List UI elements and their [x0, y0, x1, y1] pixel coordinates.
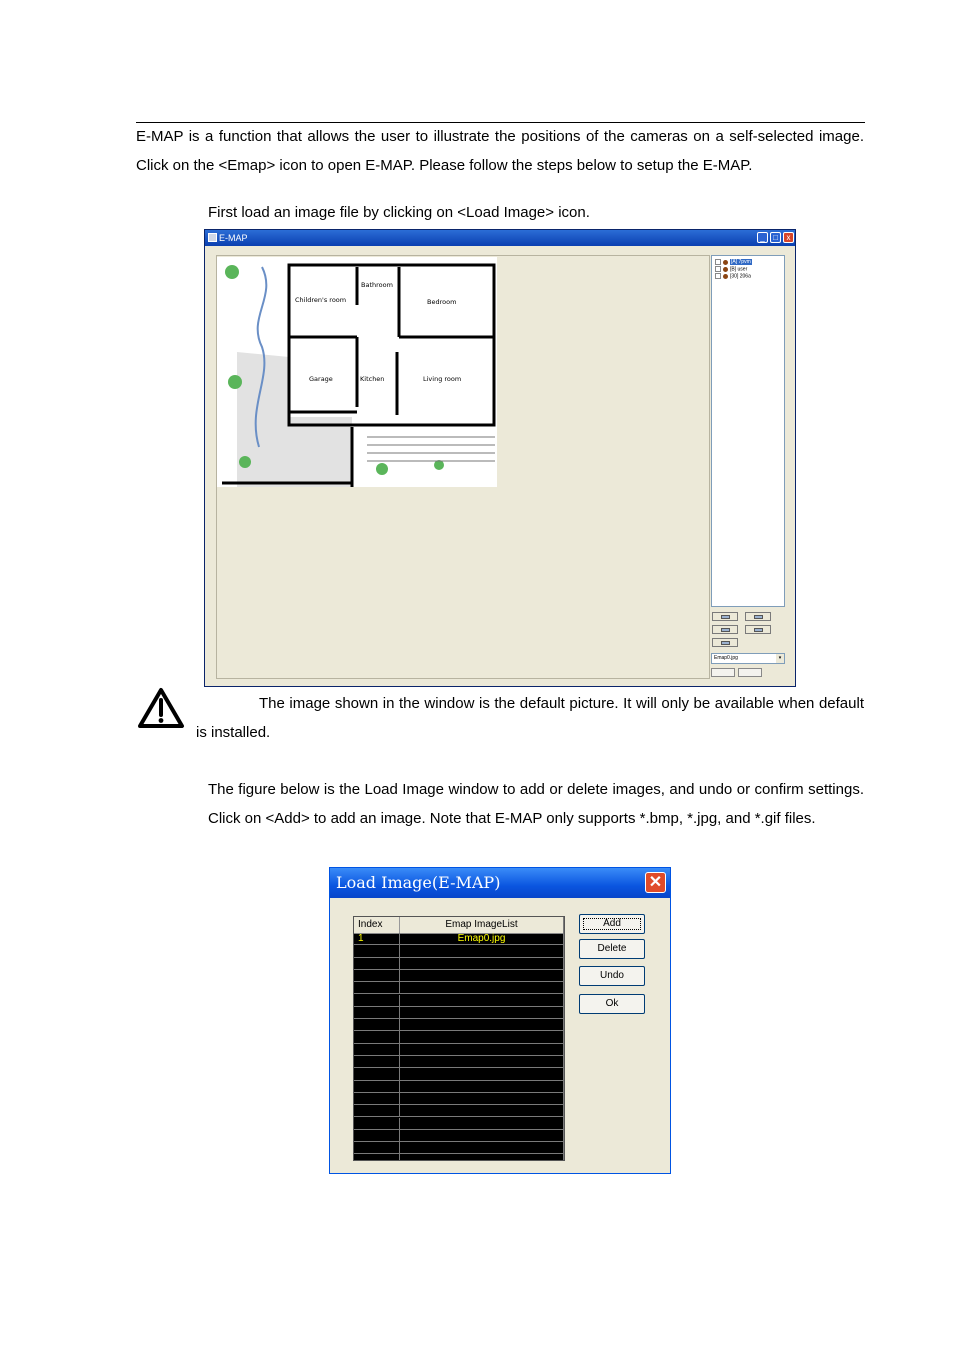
table-cell: [399, 958, 563, 969]
table-cell: [399, 1118, 563, 1129]
load-image-title: Load Image(E-MAP): [336, 873, 501, 892]
table-row[interactable]: [354, 945, 564, 957]
undo-button[interactable]: Undo: [579, 966, 645, 986]
table-cell: [399, 1019, 563, 1030]
room-label: Bathroom: [361, 281, 393, 289]
table-row[interactable]: [354, 1105, 564, 1117]
room-label: Living room: [423, 375, 462, 383]
close-icon[interactable]: x: [783, 232, 794, 243]
table-cell: [399, 995, 563, 1006]
tree-node[interactable]: [A] 7pvm: [715, 259, 752, 265]
list-rows: [354, 933, 564, 1160]
tree-icon: [376, 463, 388, 475]
tree-node[interactable]: [B] user: [715, 266, 747, 272]
step1-paragraph: First load an image file by clicking on <Load Image> icon.: [208, 204, 590, 221]
table-cell: [399, 1130, 563, 1141]
table-row[interactable]: [354, 1118, 564, 1130]
delete-button[interactable]: Delete: [579, 939, 645, 959]
room-label: Kitchen: [360, 375, 385, 383]
table-cell: [399, 1105, 563, 1116]
tool-button[interactable]: [712, 638, 738, 647]
table-row[interactable]: [354, 1142, 564, 1154]
table-row[interactable]: [354, 1093, 564, 1105]
note-paragraph: The image shown in the window is the default picture. It will only be available when default is installed.: [196, 695, 864, 741]
table-row[interactable]: [354, 982, 564, 994]
confirm-button[interactable]: [711, 668, 735, 677]
table-row[interactable]: [354, 1130, 564, 1142]
table-cell: [399, 1093, 563, 1104]
room-label: Children's room: [295, 296, 347, 304]
tool-button[interactable]: [712, 625, 738, 634]
table-row[interactable]: [354, 1007, 564, 1019]
camera-icon: [723, 274, 728, 279]
camera-icon: [723, 267, 728, 272]
add-button[interactable]: Add: [579, 914, 645, 934]
table-row[interactable]: [354, 1044, 564, 1056]
cancel-button[interactable]: [738, 668, 762, 677]
table-cell: [399, 1031, 563, 1042]
table-cell: [399, 982, 563, 993]
table-cell: [399, 1068, 563, 1079]
table-row[interactable]: 1 Emap0.jpg: [354, 933, 564, 945]
table-cell: [399, 945, 563, 956]
image-list[interactable]: [353, 916, 565, 1161]
step2-paragraph: The figure below is the Load Image window to add or delete images, and undo or confirm settings. Click on <Add> to add an image. Note that E-MAP only supports *.bmp, *.jpg, and *.gif files.: [208, 781, 864, 827]
table-row[interactable]: [354, 958, 564, 970]
table-cell: [399, 1044, 563, 1055]
table-cell: [399, 970, 563, 981]
image-select[interactable]: Emap0.jpg ▾: [711, 653, 785, 664]
tree-icon: [239, 456, 251, 468]
room-label: Garage: [309, 375, 333, 383]
table-cell: [399, 1056, 563, 1067]
table-row[interactable]: [354, 1019, 564, 1031]
tree-node[interactable]: [30] 206a: [715, 273, 751, 279]
app-icon: [208, 233, 217, 242]
table-row[interactable]: [354, 1154, 564, 1161]
chevron-down-icon: ▾: [776, 654, 784, 663]
load-image-button[interactable]: [712, 612, 738, 621]
load-image-window: [329, 867, 671, 1174]
maximize-icon[interactable]: □: [770, 232, 781, 243]
floor-plan-image: [217, 257, 497, 487]
table-row[interactable]: [354, 1068, 564, 1080]
intro-paragraph: E-MAP is a function that allows the user to illustrate the positions of the cameras on a self-selected image. Click on the <Emap> icon to open E-MAP. Please follow the steps below to setup the E-MAP.: [136, 128, 864, 174]
table-row[interactable]: [354, 1056, 564, 1068]
emap-title-bar: [205, 230, 795, 246]
table-cell: [399, 1007, 563, 1018]
load-image-title-bar: [330, 868, 670, 898]
table-row[interactable]: [354, 970, 564, 982]
table-cell: [399, 1142, 563, 1153]
room-label: Bedroom: [427, 298, 457, 306]
close-icon[interactable]: ✕: [645, 872, 666, 893]
tree-icon: [228, 375, 242, 389]
table-row[interactable]: [354, 1031, 564, 1043]
emap-window: [204, 229, 796, 687]
table-cell: [399, 1081, 563, 1092]
table-row[interactable]: [354, 1081, 564, 1093]
camera-tree[interactable]: [711, 255, 785, 607]
warning-icon: [137, 687, 185, 729]
table-row[interactable]: [354, 995, 564, 1007]
list-header: [354, 917, 564, 934]
camera-icon: [723, 260, 728, 265]
tree-icon: [225, 265, 239, 279]
scrollbar-divider: [563, 917, 564, 1160]
tool-button[interactable]: [745, 625, 771, 634]
emap-title: E-MAP: [219, 233, 248, 243]
ok-button[interactable]: Ok: [579, 994, 645, 1014]
tool-button[interactable]: [745, 612, 771, 621]
table-cell: [399, 1154, 563, 1161]
minimize-icon[interactable]: _: [757, 232, 768, 243]
column-imagelist[interactable]: Emap ImageList: [399, 917, 563, 933]
column-index[interactable]: Index: [358, 919, 383, 930]
